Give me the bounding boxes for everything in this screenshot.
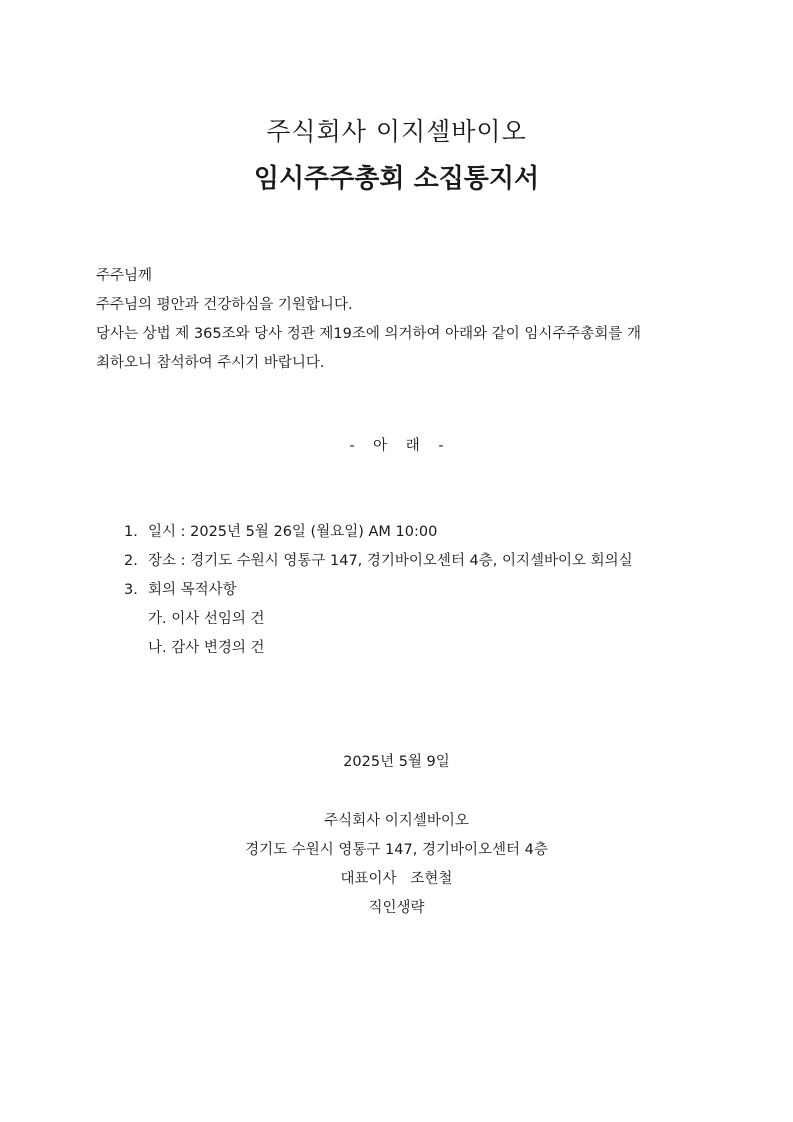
seal-note: 직인생략: [368, 900, 425, 916]
salutation: 주주님께: [96, 268, 153, 284]
agenda-item: [124, 518, 724, 547]
intro-line: 최하오니 참석하여 주시기 바랍니다.: [96, 355, 325, 371]
document-title: 임시주주총회 소집통지서: [253, 164, 540, 194]
item-number: 2.: [124, 553, 138, 569]
section-heading: - 아 래 -: [349, 438, 444, 454]
footer-address: 경기도 수원시 영통구 147, 경기바이오센터 4층: [245, 842, 548, 858]
item-number: 1.: [124, 524, 138, 540]
item-number: 3.: [124, 582, 138, 598]
agenda-item: [124, 576, 724, 605]
agenda-sub-item: 나. 감사 변경의 건: [148, 640, 265, 656]
item-text: 장소 : 경기도 수원시 영통구 147, 경기바이오센터 4층, 이지셀바이오 회의실: [148, 553, 633, 569]
intro-line: 당사는 상법 제 365조와 당사 정관 제19조에 의거하여 아래와 같이 임시주주총회를 개: [96, 326, 642, 342]
item-text: 일시 : 2025년 5월 26일 (월요일) AM 10:00: [148, 524, 438, 540]
item-text: 회의 목적사항: [148, 582, 237, 598]
signature-block: [0, 748, 793, 923]
intro-section: [96, 262, 706, 378]
intro-line: 주주님의 평안과 건강하심을 기원합니다.: [96, 297, 353, 313]
company-title: 주식회사 이지셀바이오: [266, 117, 527, 146]
agenda-item: [124, 547, 724, 576]
agenda-sub-item: 가. 이사 선임의 건: [148, 611, 265, 627]
issue-date: 2025년 5월 9일: [343, 754, 450, 770]
representative: 대표이사 조현철: [340, 871, 453, 887]
agenda-list: [124, 518, 724, 663]
footer-company: 주식회사 이지셀바이오: [324, 813, 469, 829]
